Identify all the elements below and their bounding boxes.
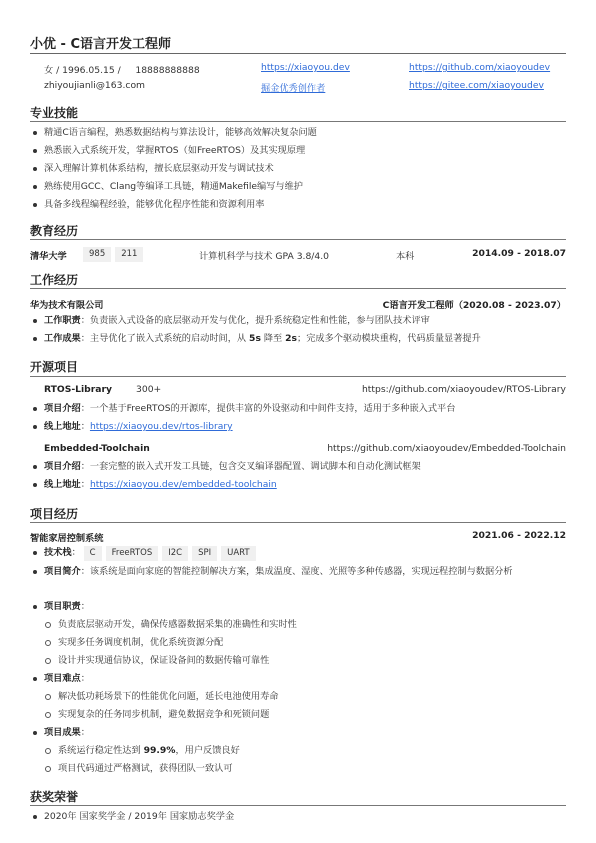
projects-heading: 项目经历 [30, 507, 79, 521]
list-item: 熟悉嵌入式系统开发，掌握RTOS（如FreeRTOS）及其实现原理 [30, 142, 566, 160]
projects-divider [30, 522, 566, 523]
list-item: 系统运行稳定性达到 99.9%，用户反馈良好 [30, 742, 566, 760]
awards-divider [30, 805, 566, 806]
list-item: 深入理解计算机体系结构，擅长底层驱动开发与调试技术 [30, 160, 566, 178]
list-item: 熟练使用GCC、Clang等编译工具链，精通Makefile编写与维护 [30, 178, 566, 196]
list-item: 负责底层驱动开发，确保传感器数据采集的准确性和实时性 [30, 616, 566, 634]
list-item: 实现多任务调度机制，优化系统资源分配 [30, 634, 566, 652]
list-item: 实现复杂的任务同步机制，避免数据竞争和死锁问题 [30, 706, 566, 724]
homepage-link[interactable]: https://xiaoyou.dev [261, 62, 350, 73]
work-divider [30, 288, 566, 289]
difficulty-sublist [30, 688, 566, 724]
list-item: 设计并实现通信协议，保证设备间的数据传输可靠性 [30, 652, 566, 670]
company-name: 华为技术有限公司 [30, 300, 104, 311]
project-duties [30, 598, 566, 616]
opensource-heading: 开源项目 [30, 360, 79, 374]
awards-heading: 获奖荣誉 [30, 790, 79, 804]
tag: I2C [162, 546, 188, 561]
tag: C [84, 546, 102, 561]
list-item: 具备多线程编程经验，能够优化程序性能和资源利用率 [30, 196, 566, 214]
school-tags [83, 247, 147, 262]
list-item: 精通C语言编程，熟悉数据结构与算法设计，能够高效解决复杂问题 [30, 124, 566, 142]
juejin-link[interactable]: 掘金优秀创作者 [261, 83, 326, 94]
list-item: 项目介绍：一个基于FreeRTOS的开源库，提供丰富的外设驱动和中间件支持，适用于多种嵌入式平台 [30, 400, 566, 418]
education-period: 2014.09 - 2018.07 [472, 248, 566, 259]
list-item: 工作成果：主导优化了嵌入式系统的启动时间，从 5s 降至 2s；完成多个驱动模块重构，代码质量显著提升 [30, 330, 566, 348]
project-url-link[interactable]: https://xiaoyou.dev/rtos-library [89, 421, 233, 432]
list-item: 线上地址：https://xiaoyou.dev/embedded-toolchain [30, 476, 566, 494]
tag: UART [221, 546, 256, 561]
school-name: 清华大学 [30, 251, 67, 262]
project-difficulties [30, 670, 566, 688]
project-results [30, 724, 566, 742]
skills-heading: 专业技能 [30, 106, 79, 120]
project-intro: 项目简介：该系统是面向家庭的智能控制解决方案，集成温度、湿度、光照等多种传感器，实现远程控制与数据分析 [44, 563, 566, 581]
list-item: 项目难点： [30, 670, 566, 688]
project-period: 2021.06 - 2022.12 [472, 530, 566, 541]
tag: FreeRTOS [106, 546, 159, 561]
awards-list [30, 808, 566, 826]
project-title: 智能家居控制系统 [30, 533, 104, 544]
list-item: 解决低功耗场景下的性能优化问题，延长电池使用寿命 [30, 688, 566, 706]
project-stars: 300+ [136, 384, 162, 395]
work-role: C语言开发工程师（2020.08 - 2023.07） [382, 300, 566, 311]
skills-list [30, 124, 566, 214]
degree: 本科 [396, 251, 415, 262]
list-item: 项目职责： [30, 598, 566, 616]
list-item: 2020年 国家奖学金 / 2019年 国家励志奖学金 [30, 808, 566, 826]
gender-birth-phone: 女 / 1996.05.15 / 18888888888 [44, 65, 200, 76]
tag: SPI [192, 546, 217, 561]
project-url-link[interactable]: https://xiaoyou.dev/embedded-toolchain [89, 479, 277, 490]
project-details [30, 458, 566, 494]
major: 计算机科学与技术 GPA 3.8/4.0 [199, 251, 330, 262]
email: zhiyoujianli@163.com [44, 80, 146, 91]
result-sublist [30, 742, 566, 778]
project-name: RTOS-Library [44, 384, 112, 395]
project-repo: https://github.com/xiaoyoudev/Embedded-Toolchain [327, 443, 566, 454]
education-divider [30, 239, 566, 240]
project-name: Embedded-Toolchain [44, 443, 150, 454]
opensource-divider [30, 376, 566, 377]
duty-sublist [30, 616, 566, 670]
candidate-name: 小优 - C语言开发工程师 [30, 37, 171, 52]
project-details [30, 400, 566, 436]
work-list [30, 312, 566, 348]
education-heading: 教育经历 [30, 224, 79, 238]
list-item: 项目成果： [30, 724, 566, 742]
contact-info [44, 62, 570, 98]
skills-divider [30, 121, 566, 122]
title-divider [30, 53, 566, 54]
list-item: 项目介绍：一套完整的嵌入式开发工具链，包含交叉编译器配置、调试脚本和自动化测试框架 [30, 458, 566, 476]
list-item: 线上地址：https://xiaoyou.dev/rtos-library [30, 418, 566, 436]
gitee-link[interactable]: https://gitee.com/xiaoyoudev [409, 80, 544, 91]
project-list [30, 544, 566, 562]
tag: 211 [115, 247, 143, 262]
project-repo: https://github.com/xiaoyoudev/RTOS-Library [361, 384, 566, 395]
list-item: 项目代码通过严格测试，获得团队一致认可 [30, 760, 566, 778]
list-item: 技术栈： C FreeRTOS I2C SPI UART [30, 544, 566, 562]
github-link[interactable]: https://github.com/xiaoyoudev [409, 62, 551, 73]
tag: 985 [83, 247, 111, 262]
work-heading: 工作经历 [30, 273, 79, 287]
list-item: 工作职责：负责嵌入式设备的底层驱动开发与优化，提升系统稳定性和性能，参与团队技术评审 [30, 312, 566, 330]
